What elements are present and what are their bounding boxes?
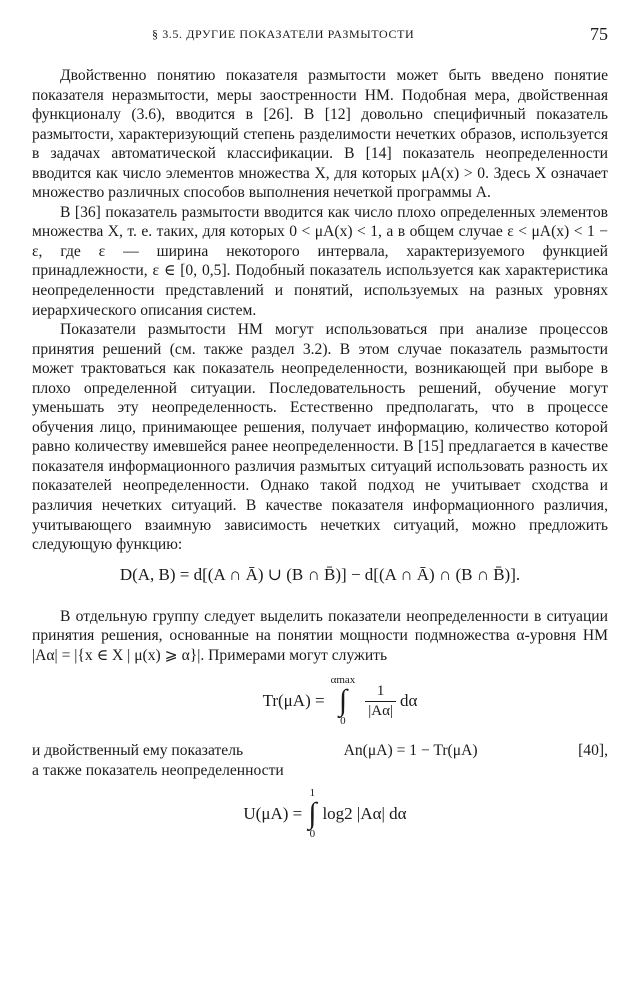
paragraph-4: В отдельную группу следует выделить показатели неопределенности в ситуации принятия решения, основанные на понятии мощности подмножества α-уровня НМ |Aα| = |{x ∈ X | μ(x) ⩾ α}|. Примерами могут служить [32,607,608,664]
formula-u-integrand: log2 |Aα| dα [322,804,407,824]
integral-upper-limit: 1 [309,787,316,800]
running-head: § 3.5. ДРУГИЕ ПОКАЗАТЕЛИ РАЗМЫТОСТИ [152,27,415,41]
integral-u [308,788,316,840]
an-continuation: а также показатель неопределенности [32,761,284,779]
integral-lower-limit: 0 [340,715,346,728]
integral-sign: ∫ [308,797,317,831]
page-number: 75 [590,24,608,44]
fraction [365,683,396,720]
an-formula: An(μA) = 1 − Tr(μA) [343,742,478,760]
integral-upper-limit: αmax [330,674,356,687]
differential: dα [399,691,418,711]
paragraph-an [32,741,608,780]
body-text [32,66,608,840]
paragraph-1: Двойственно понятию показателя размытости может быть введено понятие показателя неразмытости, меры заостренности НМ. Подобная мера, двойственная функционалу (3.6), вводится в [26]. В [12] довольно специфичный показатель размытости, характеризующий степень разделимости нечетких образов, используется в задачах автоматической классификации. В [14] показатель неопределенности вводится как число элементов множества X, для которых μA(x) > 0. Здесь X означает множество различных способов выполнения нечеткой программы A. [32,67,608,202]
integral-lower-limit: 0 [309,828,316,841]
integral-sign: ∫ [338,684,348,718]
formula-u [32,788,608,840]
formula-u-lhs: U(μA) = [243,804,303,824]
page-header [32,24,608,46]
formula-information-difference: D(A, B) = d[(A ∩ Ā) ∪ (B ∩ B̄)] − d[(A ∩ Ā) ∩ (B ∩ B̄)]. [119,564,521,584]
formula-tr [32,675,608,727]
integral-tr [331,675,356,727]
an-line-text: и двойственный ему показатель [32,742,244,760]
fraction-denominator: |Aα| [365,701,396,720]
formula-tr-lhs: Tr(μA) = [262,691,325,711]
an-line [32,741,608,761]
paragraph-3: Показатели размытости НМ могут использоваться при анализе процессов принятия решений (см. также раздел 3.2). В этом случае показатель размытости может трактоваться как показатель неопределенности, возникающей при выборе в плохо определенной ситуации. Последовательность решений, обучение могут уменьшать эту неопределенность. Естественно предполагать, что в процессе обучения лицо, принимающее решения, получает информацию, количество которой равно количеству имевшейся ранее неопределенности. В [15] предлагается в качестве показателя информационного различия размытых ситуаций использовать разность их показателей неопределенности. Однако такой подход не учитывает сходства и различия нечетких ситуаций. В качестве показателя информационного различия, учитывающего взаимную зависимость нечетких ситуаций, можно предложить следующую функцию: [32,321,608,554]
an-reference: [40], [578,742,608,760]
fraction-numerator: 1 [376,682,385,699]
paragraph-2: В [36] показатель размытости вводится как число плохо определенных элементов множества X, т. е. таких, для которых 0 < μA(x) < 1, а в общем случае ε < μA(x) < 1 − ε, где ε — ширина некоторого интервала, характеризуемого функцией принадлежности, ε ∈ [0, 0,5]. Подобный показатель используется как характеристика неопределенности представлений и понятий, используемых на разных уровнях иерархического описания систем. [32,203,608,319]
